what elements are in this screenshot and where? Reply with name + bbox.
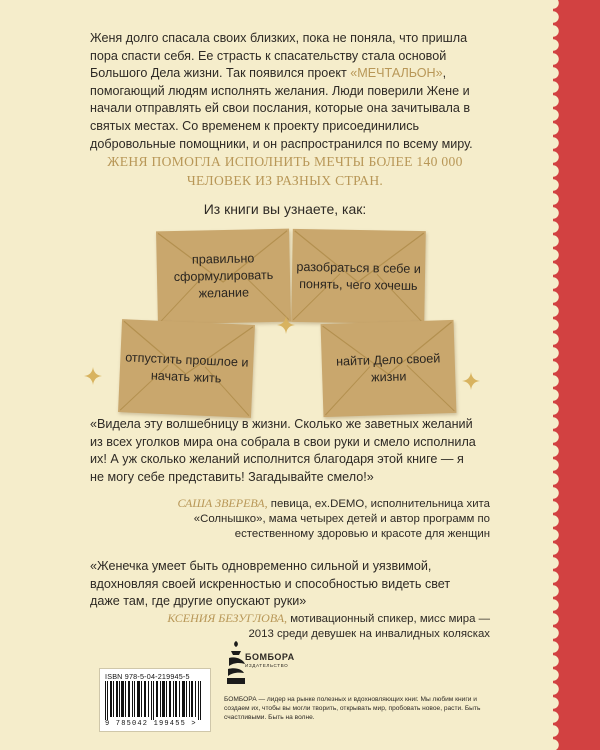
quote-2: «Женечка умеет быть одновременно сильной и уязвимой, вдохновляя своей искренностью и способностью видеть свет даже там, где другие опускают руки» — [90, 559, 451, 609]
quote-1-attribution — [150, 496, 490, 542]
quote-2-role: мотивационный спикер, мисс мира — 2013 среди девушек на инвалидных колясках — [248, 613, 490, 640]
bombora-logo-icon — [225, 640, 247, 686]
intro-text — [90, 30, 480, 153]
highlight-statement: ЖЕНЯ ПОМОГЛА ИСПОЛНИТЬ МЕЧТЫ БОЛЕЕ 140 000 ЧЕЛОВЕК ИЗ РАЗНЫХ СТРАН. — [107, 154, 463, 188]
sparkle-icon — [277, 316, 295, 334]
barcode-number: 9 785042 199455 > — [105, 720, 197, 728]
intro-part-2: , помогающий людям исполнять желания. Люди поверили Жене и начали отправлять ей свои послания, которые она зачитывала в святых местах. Со временем к проекту присоединились добровольные помощники, и он распространился по всему миру. — [90, 66, 473, 151]
envelope-label: разобраться в себе и понять, чего хочешь — [296, 259, 421, 293]
envelope-label: отпустить прошлое и начать жить — [124, 349, 249, 386]
sparkle-icon — [84, 367, 102, 385]
quote-2-author: КСЕНИЯ БЕЗУГЛОВА, — [167, 611, 288, 625]
project-name: «МЕЧТАЛЬОН» — [350, 66, 443, 81]
envelope-card — [156, 229, 291, 325]
publisher-logo-name: БОМБОРА — [245, 652, 295, 662]
envelope-label: правильно сформулировать желание — [173, 251, 274, 301]
barcode-icon — [105, 681, 205, 720]
envelope-card — [118, 319, 255, 418]
envelope-label: найти Дело своей жизни — [335, 350, 441, 385]
publisher-blurb: БОМБОРА — лидер на рынке полезных и вдохновляющих книг. Мы любим книги и создаем их, чтобы вы могли творить, открывать мир, пробовать новое, расти. Быть счастливыми. Быть на волне. — [224, 696, 481, 721]
stamp-border — [553, 0, 600, 750]
quote-1-author: САША ЗВЕРЕВА, — [177, 496, 268, 510]
quote-1: «Видела эту волшебницу в жизни. Сколько же заветных желаний из всех уголков мира она собрала в свои руки и смело исполнила их! А уж сколько желаний исполнится благодаря этой книге — я не могу себе представить! Загадывайте смело!» — [90, 417, 476, 484]
stamp-perforation — [546, 0, 560, 750]
quote-2-attribution — [150, 611, 490, 642]
sparkle-icon — [462, 372, 480, 390]
envelope-card — [321, 320, 457, 417]
envelope-card — [291, 229, 426, 324]
publisher-logo-subtitle: ИЗДАТЕЛЬСТВО — [245, 663, 289, 668]
quote-1-role: певица, ex.DEMO, исполнительница хита «Солнышко», мама четырех детей и автор программ по естественному здоровью и красоте для женщин — [193, 498, 490, 540]
isbn-label: ISBN 978-5-04-219945-5 — [105, 672, 190, 681]
isbn-barcode-box — [99, 668, 211, 732]
intro-part-1: Женя долго спасала своих близких, пока не поняла, что пришла пора спасти себя. Ее страсть к спасательству стала основой Большого Дела жизни. Так появился проект — [90, 31, 468, 81]
learn-heading: Из книги вы узнаете, как: — [203, 201, 367, 217]
